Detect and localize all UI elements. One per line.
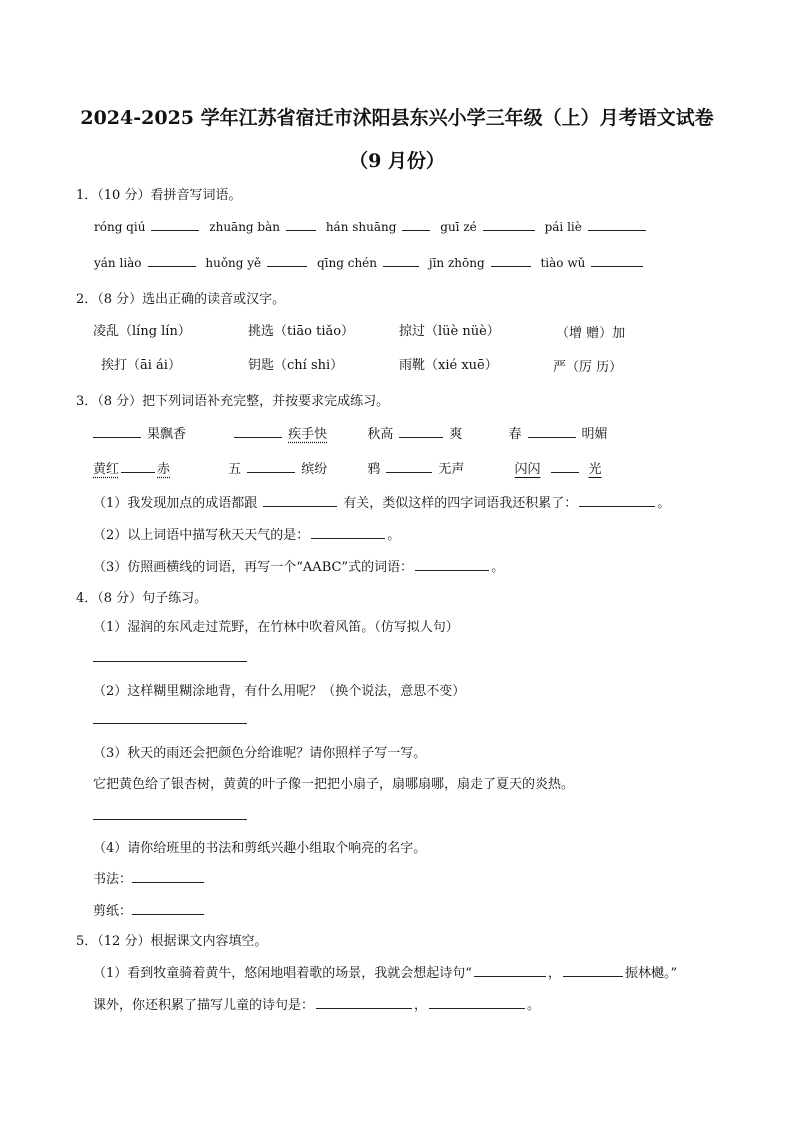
q1-pinyin-row-2: [94, 256, 649, 270]
answer-blank[interactable]: [93, 436, 141, 438]
q3-row-2: [93, 458, 602, 477]
q2-choice[interactable]: 挨打（āi ái）: [101, 358, 181, 373]
q2-choice[interactable]: 雨靴（xié xuē）: [399, 358, 498, 373]
answer-blank[interactable]: [491, 265, 531, 267]
idiom-part: 缤纷: [301, 462, 328, 477]
question-3-heading: 3．（8 分）把下列词语补充完整，并按要求完成练习。: [76, 394, 390, 409]
answer-blank[interactable]: [121, 471, 155, 473]
idiom-part: 赤: [157, 462, 171, 477]
answer-blank[interactable]: [286, 229, 316, 231]
answer-blank[interactable]: [474, 975, 546, 977]
pinyin-item: huǒng yě: [205, 256, 262, 270]
prompt-text: 振林樾。”: [624, 966, 678, 981]
prompt-text: 。: [491, 560, 505, 575]
idiom-part: 无声: [438, 462, 465, 477]
answer-blank[interactable]: [267, 265, 307, 267]
prompt-text: 。: [657, 496, 671, 511]
prompt-text: ，: [547, 966, 561, 981]
q5-subquestion-2: [93, 994, 540, 1013]
answer-blank[interactable]: [415, 569, 489, 571]
pinyin-item: qīng chén: [316, 256, 378, 270]
answer-blank[interactable]: [151, 229, 199, 231]
q2-choice[interactable]: 挑选（tiāo tiǎo）: [248, 324, 355, 339]
pinyin-item: tiào wǔ: [540, 256, 586, 270]
answer-blank[interactable]: [311, 537, 385, 539]
answer-blank[interactable]: [402, 229, 430, 231]
exam-title: 2024-2025 学年江苏省宿迁市沭阳县东兴小学三年级（上）月考语文试卷: [80, 107, 714, 129]
answer-blank[interactable]: [563, 975, 623, 977]
prompt-text: 有关，类似这样的四字词语我还积累了：: [343, 496, 578, 511]
idiom-part: 秋高: [367, 427, 394, 442]
q2-choice[interactable]: 钥匙（chí shi）: [248, 358, 344, 373]
answer-line[interactable]: [93, 818, 247, 820]
q3-subquestion-2: [93, 524, 400, 543]
answer-blank[interactable]: [588, 229, 646, 231]
answer-blank[interactable]: [148, 265, 196, 267]
pinyin-item: zhuāng bàn: [209, 220, 280, 234]
field-label: 书法：: [93, 872, 133, 887]
answer-blank[interactable]: [429, 1007, 525, 1009]
answer-blank[interactable]: [399, 436, 443, 438]
q4-example-sentence: 它把黄色给了银杏树，黄黄的叶子像一把把小扇子，扇哪扇哪，扇走了夏天的炎热。: [93, 777, 575, 792]
q4-subquestion-2: （2）这样糊里糊涂地背，有什么用呢？（换个说法，意思不变）: [93, 684, 466, 699]
pinyin-item: jīn zhōng: [428, 256, 485, 270]
q3-row-1: [93, 423, 608, 442]
pinyin-item: yán liào: [94, 256, 142, 270]
idiom-part: 黄红: [93, 462, 120, 477]
idiom-part: 光: [588, 462, 602, 477]
question-5-heading: 5．（12 分）根据课文内容填空。: [76, 934, 268, 949]
q2-choice[interactable]: 掠过（lüè nüè）: [399, 324, 500, 339]
question-2-heading: 2．（8 分）选出正确的读音或汉字。: [76, 292, 286, 307]
q2-choice[interactable]: （增 赠）加: [556, 326, 626, 341]
pinyin-item: róng qiú: [94, 220, 146, 234]
idiom-part: 疾手快: [288, 427, 328, 442]
pinyin-item: pái liè: [544, 220, 582, 234]
answer-blank[interactable]: [528, 436, 576, 438]
papercut-field: [93, 900, 204, 919]
calligraphy-name-blank[interactable]: [132, 881, 204, 883]
prompt-text: （1）看到牧童骑着黄牛，悠闲地唱着歌的场景，我就会想起诗句“: [93, 966, 472, 981]
exam-subtitle: （9 月份）: [349, 150, 445, 172]
answer-blank[interactable]: [383, 265, 419, 267]
answer-blank[interactable]: [483, 229, 535, 231]
q4-subquestion-3: （3）秋天的雨还会把颜色分给谁呢？请你照样子写一写。: [93, 746, 427, 761]
answer-blank[interactable]: [316, 1007, 412, 1009]
q2-choice[interactable]: 严（厉 历）: [553, 360, 623, 375]
prompt-text: （1）我发现加点的成语都跟: [93, 496, 258, 511]
question-4-heading: 4．（8 分）句子练习。: [76, 591, 208, 606]
answer-blank[interactable]: [579, 505, 655, 507]
answer-blank[interactable]: [263, 505, 337, 507]
field-label: 剪纸：: [93, 904, 133, 919]
pinyin-item: guī zé: [440, 220, 477, 234]
question-1-heading: 1．（10 分）看拼音写词语。: [76, 188, 242, 203]
answer-blank[interactable]: [234, 436, 282, 438]
q2-choice[interactable]: 凌乱（líng lín）: [93, 324, 191, 339]
answer-line[interactable]: [93, 722, 247, 724]
prompt-text: （3）仿照画横线的词语，再写一个“AABC”式的词语：: [93, 560, 414, 575]
q4-subquestion-4: （4）请你给班里的书法和剪纸兴趣小组取个响亮的名字。: [93, 841, 427, 856]
q3-subquestion-3: [93, 556, 504, 575]
pinyin-item: hán shuāng: [325, 220, 397, 234]
answer-line[interactable]: [93, 660, 247, 662]
answer-blank[interactable]: [551, 471, 579, 473]
q4-subquestion-1: （1）湿润的东风走过荒野，在竹林中吹着风笛。（仿写拟人句）: [93, 620, 459, 635]
q3-subquestion-1: [93, 492, 670, 511]
prompt-text: 。: [387, 528, 401, 543]
papercut-name-blank[interactable]: [132, 913, 204, 915]
q5-subquestion-1: [93, 962, 677, 981]
answer-blank[interactable]: [247, 471, 295, 473]
idiom-part: 五: [228, 462, 242, 477]
idiom-part: 鸦: [367, 462, 381, 477]
idiom-part: 果飘香: [147, 427, 187, 442]
q1-pinyin-row-1: [94, 220, 652, 234]
prompt-text: 。: [527, 998, 541, 1013]
answer-blank[interactable]: [591, 265, 643, 267]
prompt-text: （2）以上词语中描写秋天天气的是：: [93, 528, 310, 543]
idiom-part: 闪闪: [514, 462, 541, 477]
prompt-text: ，: [414, 998, 428, 1013]
calligraphy-field: [93, 868, 204, 887]
idiom-part: 明媚: [581, 427, 608, 442]
prompt-text: 课外，你还积累了描写儿童的诗句是：: [93, 998, 315, 1013]
answer-blank[interactable]: [386, 471, 432, 473]
idiom-part: 春: [508, 427, 522, 442]
idiom-part: 爽: [449, 427, 463, 442]
